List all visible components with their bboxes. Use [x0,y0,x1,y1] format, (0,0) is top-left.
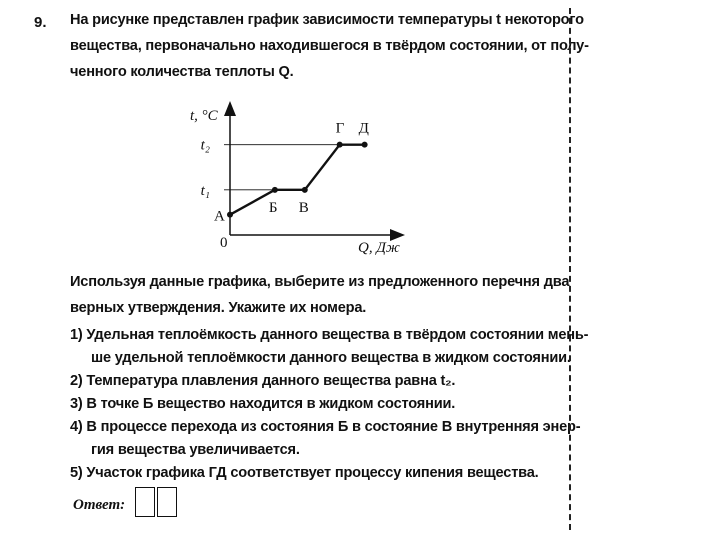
instruction-line-2: верных утверждения. Укажите их номера. [70,300,367,316]
question-text-line-2: вещества, первоначально находившегося в твёрдом состоянии, от полу- [70,38,589,54]
series-line [230,145,365,215]
point-label-1: А [214,208,225,225]
point-2 [272,187,278,193]
point-1 [227,212,233,218]
option-5: 5) Участок графика ГД соответствует процессу кипения вещества. [70,465,539,481]
x-axis-label: Q, Дж [358,240,400,256]
answer-label: Ответ: [73,497,126,513]
option-1-line-1: 1) Удельная теплоёмкость данного вещества в твёрдом состоянии мень- [70,327,589,343]
question-text-line-3: ченного количества теплоты Q. [70,64,294,80]
option-3: 3) В точке Б вещество находится в жидком состоянии. [70,396,456,412]
point-label-3: В [298,199,309,216]
point-4 [337,142,343,148]
margin-cut-line [569,8,571,530]
option-1-line-2: ше удельной теплоёмкости данного вещества в жидком состоянии. [91,350,571,366]
y-axis-label: t, °C [190,108,218,124]
y-tick-label-1: t₁ [200,182,210,199]
point-label-4: Г [335,120,345,137]
chart-marks [201,121,369,225]
question-text-line-1: На рисунке представлен график зависимости температуры t некоторого [70,12,584,28]
instruction-line-1: Используя данные графика, выберите из предложенного перечня два [70,274,570,290]
answer-box-2[interactable] [157,487,177,517]
question-number: 9. [34,14,47,31]
option-4-line-2: гия вещества увеличивается. [91,442,300,458]
option-2: 2) Температура плавления данного вещества равна t₂. [70,373,456,389]
option-4-line-1: 4) В процессе перехода из состояния Б в состояние В внутренняя энер- [70,419,581,435]
point-label-5: Д [358,120,369,137]
y-tick-label-2: t₂ [200,137,210,154]
point-label-2: Б [268,199,278,216]
origin-label: 0 [220,235,228,251]
answer-box-1[interactable] [135,487,155,517]
point-3 [302,187,308,193]
point-5 [362,142,368,148]
